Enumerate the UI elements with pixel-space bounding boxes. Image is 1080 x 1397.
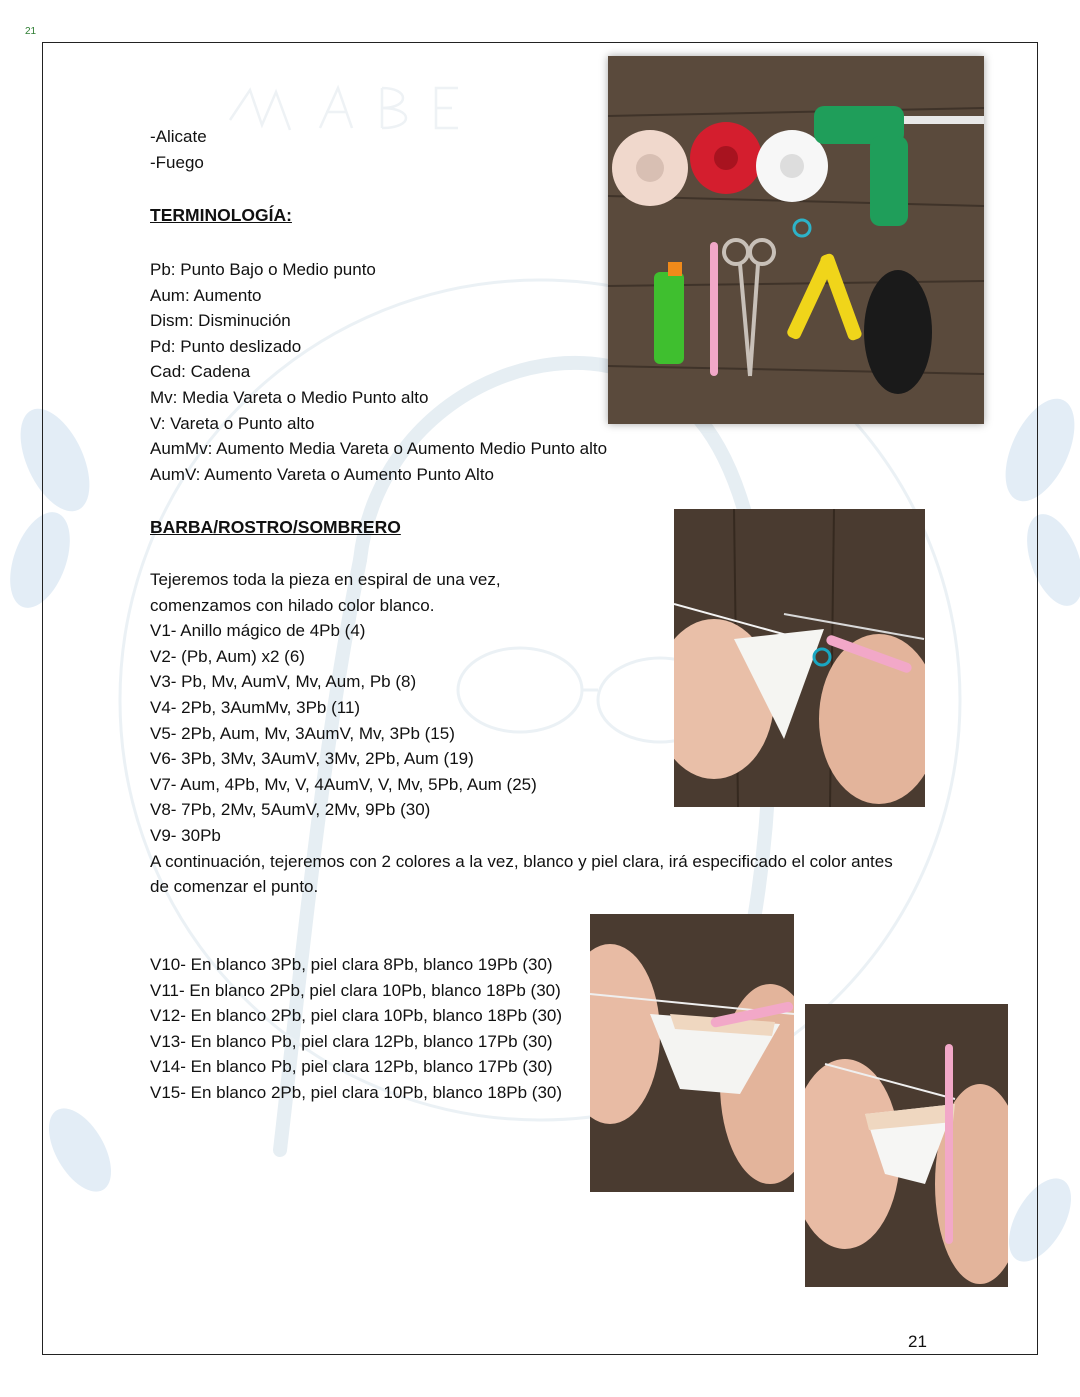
term-item: AumMv: Aumento Media Vareta o Aumento Medio Punto alto xyxy=(150,439,608,459)
term-item: Pb: Punto Bajo o Medio punto xyxy=(150,260,376,279)
term-item: Dism: Disminución xyxy=(150,311,291,331)
pattern-row: V8- 7Pb, 2Mv, 5AumV, 2Mv, 9Pb (30) xyxy=(150,800,431,820)
pattern-row: V12- En blanco 2Pb, piel clara 10Pb, blanco 18Pb (30) xyxy=(150,1006,563,1026)
crochet-photo-3 xyxy=(805,1004,1008,1287)
page-number: 21 xyxy=(908,1332,927,1351)
pattern-row: V13- En blanco Pb, piel clara 12Pb, blanco 17Pb (30) xyxy=(150,1031,553,1051)
materials-list xyxy=(150,124,207,175)
corner-page-number: 21 xyxy=(25,26,37,37)
note-line: A continuación, tejeremos con 2 colores a la vez, blanco y piel clara, irá especificado el color antes xyxy=(150,851,893,871)
intro-line: Tejeremos toda la pieza en espiral de una vez, xyxy=(150,570,501,589)
pattern-row: V14- En blanco Pb, piel clara 12Pb, blanco 17Pb (30) xyxy=(150,1057,553,1077)
material-item: -Alicate xyxy=(150,127,207,146)
pattern-row: V3- Pb, Mv, AumV, Mv, Aum, Pb (8) xyxy=(150,672,417,692)
intro-line: comenzamos con hilado color blanco. xyxy=(150,595,435,615)
pattern-row: V4- 2Pb, 3AumMv, 3Pb (11) xyxy=(150,697,361,717)
terminology-list xyxy=(150,257,607,487)
section-heading: BARBA/ROSTRO/SOMBRERO xyxy=(150,517,401,537)
term-item: V: Vareta o Punto alto xyxy=(150,413,315,433)
term-item: Pd: Punto deslizado xyxy=(150,336,302,356)
term-item: Cad: Cadena xyxy=(150,362,251,382)
pattern-row: V5- 2Pb, Aum, Mv, 3AumV, Mv, 3Pb (15) xyxy=(150,723,455,743)
pattern-row: V6- 3Pb, 3Mv, 3AumV, 3Mv, 2Pb, Aum (19) xyxy=(150,749,474,769)
pattern-row: V9- 30Pb xyxy=(150,825,221,845)
pattern-row: V11- En blanco 2Pb, piel clara 10Pb, blanco 18Pb (30) xyxy=(150,980,561,1000)
pattern-row: V10- En blanco 3Pb, piel clara 8Pb, blanco 19Pb (30) xyxy=(150,955,553,974)
terminology-heading: TERMINOLOGÍA: xyxy=(150,205,292,225)
pattern-row: V7- Aum, 4Pb, Mv, V, 4AumV, V, Mv, 5Pb, Aum (25) xyxy=(150,774,537,794)
material-item: -Fuego xyxy=(150,152,204,172)
materials-photo xyxy=(608,56,984,424)
crochet-photo-1 xyxy=(674,509,925,807)
note-line: de comenzar el punto. xyxy=(150,877,319,897)
pattern-row: V2- (Pb, Aum) x2 (6) xyxy=(150,646,305,666)
crochet-photo-2 xyxy=(590,914,794,1192)
term-item: AumV: Aumento Vareta o Aumento Punto Alto xyxy=(150,464,494,484)
pattern-row: V1- Anillo mágico de 4Pb (4) xyxy=(150,621,366,641)
pattern-rows-b xyxy=(150,952,562,1106)
term-item: Mv: Media Vareta o Medio Punto alto xyxy=(150,387,429,407)
pattern-row: V15- En blanco 2Pb, piel clara 10Pb, blanco 18Pb (30) xyxy=(150,1082,563,1102)
term-item: Aum: Aumento xyxy=(150,285,262,305)
